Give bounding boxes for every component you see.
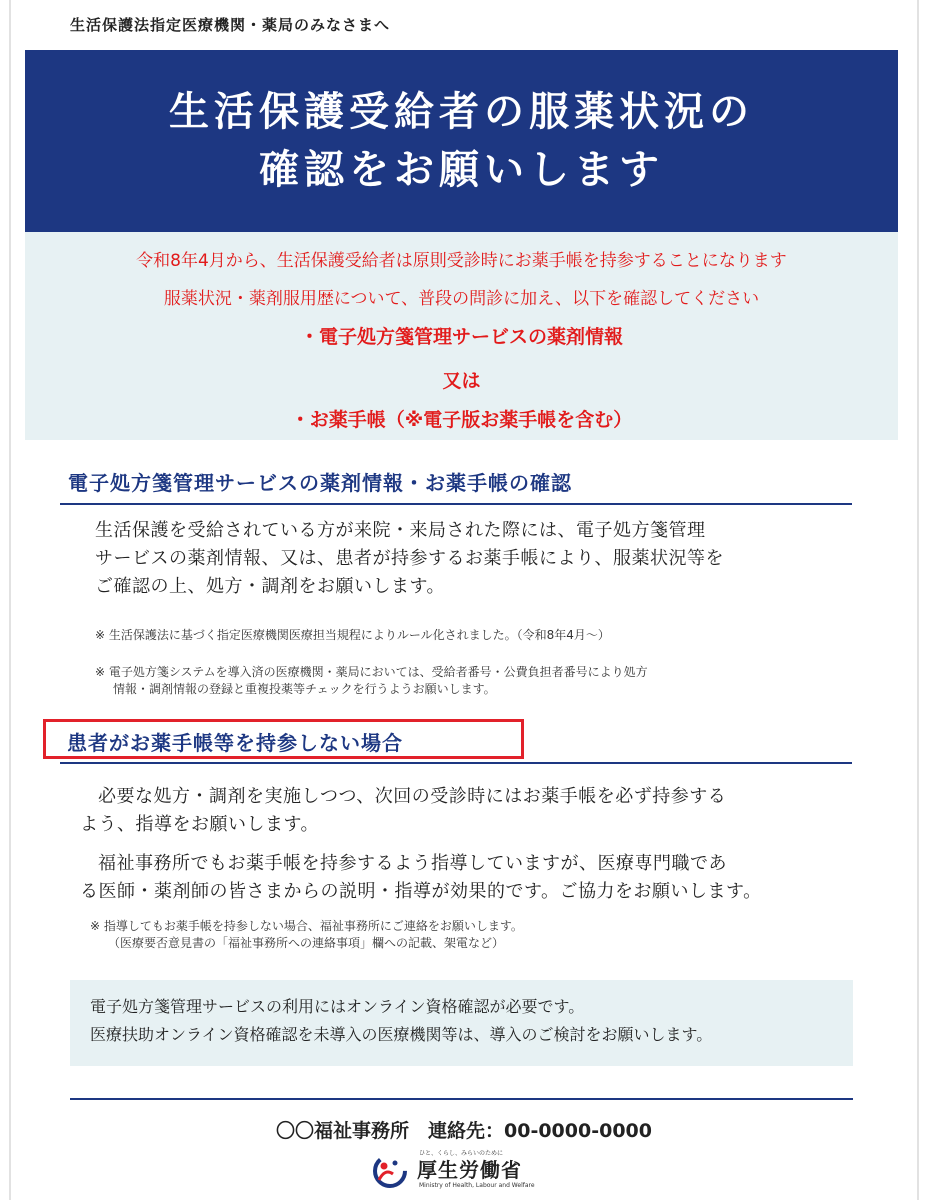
online-info-line-2: 医療扶助オンライン資格確認を未導入の医療機関等は、導入のご検討をお願いします。 — [90, 1025, 713, 1044]
section-1-heading: 電子処方箋管理サービスの薬剤情報・お薬手帳の確認 — [68, 471, 572, 495]
logo-tagline: ひと、くらし、みらいのために — [419, 1150, 504, 1157]
footer-rule — [70, 1098, 853, 1100]
audience-note: 生活保護法指定医療機関・薬局のみなさまへ — [70, 16, 391, 34]
section-2-rule — [524, 762, 852, 764]
section-2-p2-line-1: 福祉事務所でもお薬手帳を持参するよう指導していますが、医療専門職であ — [98, 853, 727, 874]
contact-info: 〇〇福祉事務所 連絡先：00-0000-0000 — [276, 1120, 652, 1142]
notice-or: 又は — [442, 370, 481, 392]
section-2-p1-line-2: よう、指導をお願いします。 — [80, 814, 320, 835]
notice-item-2: ・お薬手帳（※電子版お薬手帳を含む） — [290, 409, 633, 431]
section-2-p2-line-2: る医師・薬剤師の皆さまからの説明・指導が効果的です。ご協力をお願いします。 — [80, 881, 762, 902]
online-info-line-1: 電子処方箋管理サービスの利用にはオンライン資格確認が必要です。 — [90, 997, 585, 1016]
right-border — [917, 0, 919, 1200]
section-1-body-line-3: ご確認の上、処方・調剤をお願いします。 — [95, 576, 446, 597]
title-banner — [25, 50, 898, 232]
section-1-body — [95, 517, 840, 601]
online-info-panel — [70, 980, 853, 1066]
title-line-2: 確認をお願いします — [259, 147, 664, 193]
section-2-note-line-1: ※ 指導してもお薬手帳を持参しない場合、福祉事務所にご連絡をお願いします。 — [90, 919, 523, 933]
section-1-body-line-2: サービスの薬剤情報、又は、患者が持参するお薬手帳により、服薬状況等を — [95, 548, 724, 569]
section-2-rule-left — [60, 762, 524, 764]
notice-panel — [25, 232, 898, 440]
section-1-note-2 — [95, 664, 855, 698]
section-1-body-line-1: 生活保護を受給されている方が来院・来局された際には、電子処方箋管理 — [95, 520, 706, 541]
section-2-note — [90, 918, 850, 952]
notice-line-2: 服薬状況・薬剤服用歴について、普段の問診に加え、以下を確認してください — [163, 289, 760, 309]
notice-item-1: ・電子処方箋管理サービスの薬剤情報 — [299, 326, 623, 348]
logo-name: 厚生労働省 — [417, 1158, 522, 1182]
section-1-note-2-line-1: ※ 電子処方箋システムを導入済の医療機関・薬局においては、受給者番号・公費負担者番号により処方 — [95, 665, 648, 679]
section-2-paragraph-1 — [80, 783, 850, 839]
section-1-note-2-line-2: 情報・調剤情報の登録と重複投薬等チェックを行うようお願いします。 — [113, 682, 496, 696]
section-1-note-1: ※ 生活保護法に基づく指定医療機関医療担当規程によりルール化されました。（令和8年4月～） — [95, 628, 610, 642]
mhlw-logo — [373, 1148, 573, 1196]
title-line-1: 生活保護受給者の服薬状況の — [169, 89, 754, 135]
logo-english-name: Ministry of Health, Labour and Welfare — [419, 1182, 535, 1189]
notice-line-1: 令和8年4月から、生活保護受給者は原則受診時にお薬手帳を持参することになります — [136, 251, 787, 271]
section-2-heading: 患者がお薬手帳等を持参しない場合 — [67, 731, 403, 755]
section-2-p1-line-1: 必要な処方・調剤を実施しつつ、次回の受診時にはお薬手帳を必ず持参する — [98, 786, 727, 807]
left-border — [9, 0, 11, 1200]
mhlw-logo-mark-icon — [373, 1154, 407, 1188]
section-2-note-line-2: （医療要否意見書の「福祉事務所への連絡事項」欄への記載、架電など） — [108, 936, 505, 950]
section-2-paragraph-2 — [80, 850, 870, 906]
section-1-rule — [60, 503, 852, 505]
